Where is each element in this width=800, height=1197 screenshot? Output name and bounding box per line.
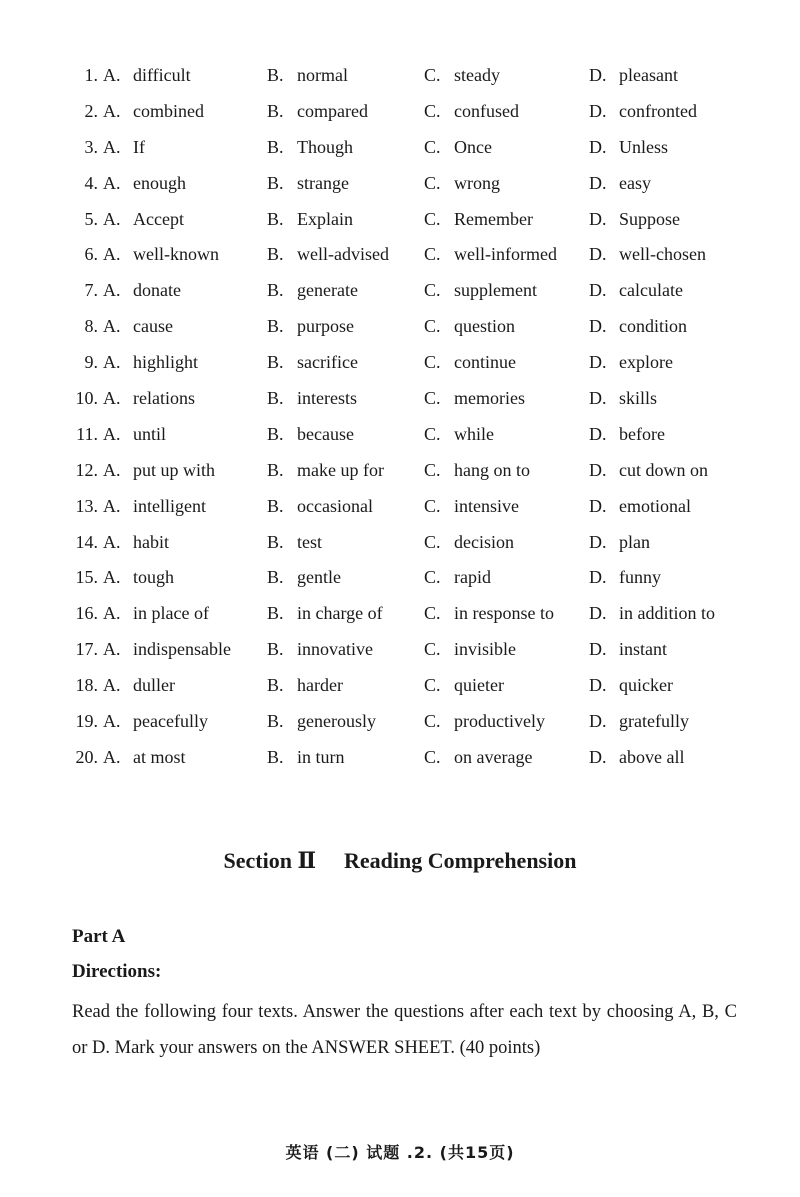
question-row — [68, 704, 748, 740]
option-text: duller — [133, 675, 175, 696]
question-row — [68, 381, 748, 417]
option-a — [103, 202, 184, 238]
option-c — [424, 560, 491, 596]
option-letter: C. — [424, 244, 441, 265]
option-text: memories — [454, 388, 525, 409]
question-number: 14. — [75, 531, 98, 552]
option-letter: C. — [424, 423, 441, 444]
option-a — [103, 453, 215, 489]
option-a — [103, 632, 231, 668]
option-letter: D. — [589, 172, 607, 193]
option-text: well-known — [133, 244, 219, 265]
option-text: in charge of — [297, 603, 383, 624]
option-letter: D. — [589, 65, 607, 85]
question-row — [68, 740, 748, 776]
question-row — [68, 166, 748, 202]
page-footer: 英语 (二) 试题 .2. (共15页) — [285, 1143, 515, 1162]
directions-heading: Directions: — [72, 961, 162, 982]
question-row — [68, 130, 748, 166]
option-text: question — [454, 316, 515, 337]
question-number: 5. — [84, 208, 98, 229]
question-row — [68, 560, 748, 596]
option-c — [424, 345, 516, 381]
option-letter: D. — [589, 208, 607, 229]
option-a — [103, 596, 209, 632]
option-c — [424, 632, 516, 668]
option-text: put up with — [133, 459, 216, 480]
option-c — [424, 596, 554, 632]
option-text: quieter — [454, 675, 504, 696]
option-b — [267, 130, 353, 166]
option-a — [103, 489, 206, 525]
option-b — [267, 94, 368, 130]
option-text: at most — [133, 746, 186, 767]
option-letter: C. — [424, 639, 441, 660]
option-text: steady — [454, 65, 500, 85]
option-c — [424, 309, 515, 345]
question-number: 4. — [84, 172, 98, 193]
option-text: generously — [297, 711, 376, 732]
option-d — [589, 453, 708, 489]
option-text: normal — [297, 65, 348, 85]
question-number: 3. — [84, 136, 98, 157]
option-c — [424, 130, 492, 166]
option-letter: B. — [267, 244, 284, 265]
option-c — [424, 525, 514, 561]
option-letter: C. — [424, 65, 441, 85]
option-c — [424, 668, 504, 704]
option-letter: D. — [589, 423, 607, 444]
option-letter: B. — [267, 603, 284, 624]
option-text: wrong — [454, 172, 500, 193]
option-text: cause — [133, 316, 173, 337]
option-text: until — [133, 423, 167, 444]
question-row — [68, 58, 748, 94]
option-c — [424, 453, 530, 489]
option-letter: C. — [424, 531, 441, 552]
option-text: Remember — [454, 208, 533, 229]
question-number: 18. — [75, 675, 98, 696]
option-text: above all — [619, 746, 685, 767]
option-text: condition — [619, 316, 687, 337]
question-row — [68, 273, 748, 309]
section-label: Section Ⅱ — [223, 848, 316, 873]
option-text: harder — [297, 675, 343, 696]
option-text: supplement — [454, 280, 537, 301]
option-text: calculate — [619, 280, 683, 301]
option-a — [103, 668, 175, 704]
option-text: well-chosen — [619, 244, 706, 265]
question-row — [68, 309, 748, 345]
option-b — [267, 560, 341, 596]
option-d — [589, 309, 687, 345]
option-d — [589, 166, 651, 202]
option-letter: C. — [424, 208, 441, 229]
option-a — [103, 345, 198, 381]
option-letter: A. — [103, 603, 121, 624]
option-text: test — [297, 531, 322, 552]
option-letter: B. — [267, 459, 284, 480]
option-d — [589, 489, 691, 525]
question-number: 6. — [84, 244, 98, 265]
option-c — [424, 740, 532, 776]
option-letter: A. — [103, 495, 121, 516]
option-letter: D. — [589, 136, 607, 157]
option-letter: B. — [267, 531, 284, 552]
option-b — [267, 668, 343, 704]
option-letter: A. — [103, 388, 121, 409]
option-letter: B. — [267, 746, 284, 767]
option-letter: C. — [424, 172, 441, 193]
option-d — [589, 668, 673, 704]
option-text: skills — [619, 388, 658, 409]
option-c — [424, 166, 500, 202]
option-text: strange — [297, 172, 349, 193]
question-row — [68, 453, 748, 489]
option-text: emotional — [619, 495, 691, 516]
option-text: Explain — [297, 208, 353, 229]
option-letter: D. — [589, 675, 607, 696]
option-c — [424, 273, 537, 309]
option-d — [589, 130, 668, 166]
option-letter: A. — [103, 316, 121, 337]
question-number: 12. — [75, 459, 98, 480]
option-text: in turn — [297, 746, 345, 767]
option-text: hang on to — [454, 459, 530, 480]
question-number: 16. — [75, 603, 98, 624]
option-letter: B. — [267, 639, 284, 660]
option-text: because — [297, 423, 354, 444]
option-d — [589, 381, 657, 417]
option-b — [267, 237, 389, 273]
option-text: combined — [133, 100, 204, 121]
option-text: tough — [133, 567, 175, 588]
option-text: rapid — [454, 567, 491, 588]
option-text: funny — [619, 567, 661, 588]
option-letter: D. — [589, 459, 607, 480]
question-number: 10. — [75, 388, 98, 409]
option-text: indispensable — [133, 639, 231, 660]
option-text: difficult — [133, 65, 191, 85]
option-b — [267, 273, 358, 309]
option-letter: C. — [424, 603, 441, 624]
option-letter: B. — [267, 65, 284, 85]
option-letter: C. — [424, 567, 441, 588]
option-letter: A. — [103, 208, 121, 229]
option-letter: A. — [103, 711, 121, 732]
option-text: compared — [297, 100, 368, 121]
option-b — [267, 166, 349, 202]
option-c — [424, 58, 500, 94]
option-b — [267, 740, 345, 776]
option-letter: B. — [267, 316, 284, 337]
option-letter: A. — [103, 172, 121, 193]
question-number: 8. — [84, 316, 98, 337]
option-letter: C. — [424, 495, 441, 516]
option-b — [267, 489, 373, 525]
option-c — [424, 489, 519, 525]
option-b — [267, 58, 348, 94]
option-text: Accept — [133, 208, 184, 229]
option-a — [103, 130, 145, 166]
option-letter: A. — [103, 459, 121, 480]
option-letter: D. — [589, 711, 607, 732]
question-row — [68, 417, 748, 453]
option-letter: C. — [424, 100, 441, 121]
option-letter: A. — [103, 531, 121, 552]
option-letter: B. — [267, 388, 284, 409]
option-a — [103, 58, 191, 94]
option-a — [103, 525, 169, 561]
section-title-text: Reading Comprehension — [344, 848, 577, 873]
option-letter: C. — [424, 136, 441, 157]
option-letter: C. — [424, 352, 441, 373]
option-d — [589, 632, 667, 668]
option-a — [103, 417, 166, 453]
option-text: purpose — [297, 316, 354, 337]
option-letter: A. — [103, 100, 121, 121]
option-c — [424, 202, 533, 238]
option-letter: B. — [267, 280, 284, 301]
question-row — [68, 596, 748, 632]
option-text: easy — [619, 172, 651, 193]
option-text: well-informed — [454, 244, 557, 265]
option-d — [589, 417, 665, 453]
option-text: cut down on — [619, 459, 708, 480]
option-c — [424, 237, 557, 273]
option-text: pleasant — [619, 65, 678, 85]
option-d — [589, 740, 684, 776]
option-text: instant — [619, 639, 667, 660]
option-letter: C. — [424, 675, 441, 696]
option-a — [103, 94, 204, 130]
option-d — [589, 237, 706, 273]
option-d — [589, 560, 661, 596]
option-text: before — [619, 423, 665, 444]
question-row — [68, 94, 748, 130]
question-row — [68, 345, 748, 381]
option-d — [589, 704, 689, 740]
option-letter: A. — [103, 65, 121, 85]
question-number: 20. — [75, 746, 98, 767]
option-letter: D. — [589, 100, 607, 121]
option-letter: D. — [589, 388, 607, 409]
option-text: generate — [297, 280, 358, 301]
option-d — [589, 345, 673, 381]
option-a — [103, 309, 173, 345]
option-letter: C. — [424, 459, 441, 480]
question-number: 2. — [84, 100, 98, 121]
option-d — [589, 273, 683, 309]
section-heading — [0, 848, 800, 874]
option-letter: C. — [424, 316, 441, 337]
option-text: highlight — [133, 352, 199, 373]
option-letter: D. — [589, 603, 607, 624]
option-text: well-advised — [297, 244, 389, 265]
option-letter: D. — [589, 352, 607, 373]
option-b — [267, 596, 383, 632]
option-letter: D. — [589, 567, 607, 588]
option-letter: A. — [103, 423, 121, 444]
option-b — [267, 632, 373, 668]
option-d — [589, 58, 678, 94]
option-letter: B. — [267, 136, 284, 157]
option-text: habit — [133, 531, 169, 552]
option-a — [103, 381, 195, 417]
option-letter: B. — [267, 423, 284, 444]
question-row — [68, 525, 748, 561]
option-letter: B. — [267, 352, 284, 373]
option-letter: C. — [424, 746, 441, 767]
option-d — [589, 202, 680, 238]
part-title: Part A — [72, 926, 126, 947]
option-b — [267, 525, 322, 561]
option-letter: C. — [424, 280, 441, 301]
option-letter: B. — [267, 100, 284, 121]
option-text: while — [454, 423, 494, 444]
question-row — [68, 237, 748, 273]
option-b — [267, 309, 354, 345]
option-text: explore — [619, 352, 673, 373]
question-number: 17. — [75, 639, 98, 660]
option-d — [589, 596, 715, 632]
option-letter: D. — [589, 316, 607, 337]
option-text: on average — [454, 746, 533, 767]
question-row — [68, 202, 748, 238]
option-letter: D. — [589, 531, 607, 552]
option-c — [424, 94, 519, 130]
option-text: relations — [133, 388, 195, 409]
option-text: sacrifice — [297, 352, 358, 373]
option-text: confused — [454, 100, 519, 121]
option-d — [589, 525, 650, 561]
option-letter: D. — [589, 746, 607, 767]
option-letter: A. — [103, 567, 121, 588]
option-letter: A. — [103, 746, 121, 767]
option-letter: B. — [267, 675, 284, 696]
option-text: innovative — [297, 639, 373, 660]
option-c — [424, 381, 525, 417]
option-letter: A. — [103, 280, 121, 301]
option-letter: C. — [424, 388, 441, 409]
option-text: intensive — [454, 495, 519, 516]
question-number: 7. — [84, 280, 98, 301]
option-text: in place of — [133, 603, 209, 624]
option-a — [103, 560, 174, 596]
option-text: make up for — [297, 459, 384, 480]
option-letter: D. — [589, 639, 607, 660]
option-text: Once — [454, 136, 492, 157]
option-text: enough — [133, 172, 186, 193]
option-letter: A. — [103, 639, 121, 660]
option-letter: D. — [589, 495, 607, 516]
option-a — [103, 273, 181, 309]
option-d — [589, 94, 697, 130]
option-text: Suppose — [619, 208, 681, 229]
option-text: peacefully — [133, 711, 208, 732]
option-b — [267, 345, 358, 381]
option-letter: A. — [103, 136, 121, 157]
option-letter: D. — [589, 280, 607, 301]
option-letter: A. — [103, 675, 121, 696]
question-row — [68, 489, 748, 525]
option-b — [267, 202, 353, 238]
question-number: 15. — [75, 567, 98, 588]
option-c — [424, 704, 545, 740]
option-letter: A. — [103, 244, 121, 265]
option-b — [267, 704, 376, 740]
option-text: donate — [133, 280, 181, 301]
option-text: Though — [297, 136, 353, 157]
directions-text: Read the following four texts. Answer the questions after each text by choosing A, B, C or D. Mark your answers on the ANSWER SHEET. (40 points) — [72, 1002, 737, 1058]
question-number: 13. — [75, 495, 98, 516]
option-text: invisible — [454, 639, 516, 660]
question-number: 19. — [75, 711, 98, 732]
option-text: continue — [454, 352, 516, 373]
option-letter: B. — [267, 208, 284, 229]
option-letter: B. — [267, 172, 284, 193]
option-text: interests — [297, 388, 357, 409]
option-c — [424, 417, 494, 453]
option-text: productively — [454, 711, 545, 732]
option-text: occasional — [297, 495, 373, 516]
question-row — [68, 668, 748, 704]
cloze-options-list — [68, 58, 748, 776]
option-text: Unless — [619, 136, 668, 157]
question-number: 9. — [84, 352, 98, 373]
option-a — [103, 237, 219, 273]
option-letter: B. — [267, 495, 284, 516]
option-letter: B. — [267, 711, 284, 732]
option-b — [267, 453, 384, 489]
option-text: gentle — [297, 567, 341, 588]
option-letter: B. — [267, 567, 284, 588]
option-a — [103, 704, 208, 740]
option-text: If — [133, 136, 145, 157]
option-b — [267, 381, 357, 417]
question-number: 1. — [84, 65, 98, 85]
option-text: gratefully — [619, 711, 689, 732]
option-text: confronted — [619, 100, 697, 121]
option-text: decision — [454, 531, 514, 552]
question-number: 11. — [76, 423, 98, 444]
question-row — [68, 632, 748, 668]
option-a — [103, 740, 186, 776]
option-letter: C. — [424, 711, 441, 732]
option-text: quicker — [619, 675, 673, 696]
option-a — [103, 166, 186, 202]
option-text: plan — [619, 531, 650, 552]
option-b — [267, 417, 354, 453]
option-text: intelligent — [133, 495, 206, 516]
option-letter: A. — [103, 352, 121, 373]
option-text: in addition to — [619, 603, 715, 624]
option-text: in response to — [454, 603, 554, 624]
option-letter: D. — [589, 244, 607, 265]
